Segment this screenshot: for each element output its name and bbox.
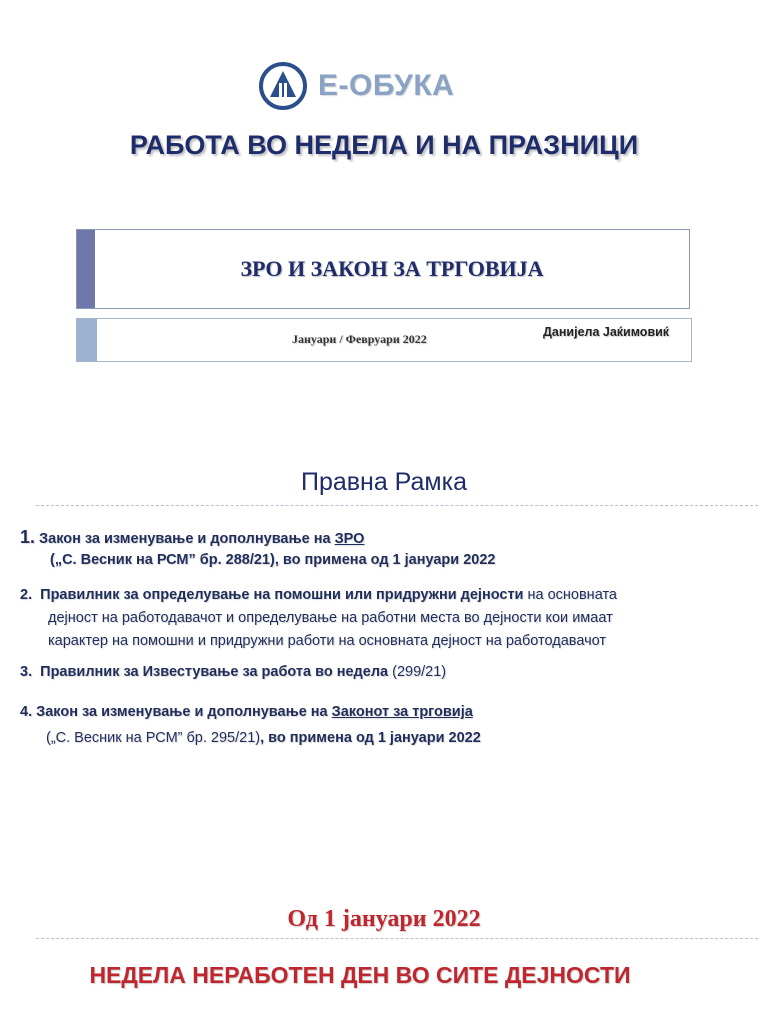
list-item (20, 584, 760, 653)
list-item (20, 661, 446, 684)
item-subtext-a: („С. Весник на РСМ” бр. 295/21) (46, 730, 261, 746)
accent-bar (77, 230, 95, 308)
item-number: 4. (20, 704, 33, 720)
date-label: Јануари / Февруари 2022 (292, 332, 427, 346)
item-number: 1. (20, 527, 36, 547)
item-number: 3. (20, 664, 33, 680)
item-link[interactable]: Законот за трговија (331, 704, 473, 720)
item-text: Закон за изменување и дополнување на (36, 704, 332, 720)
subtitle: ЗРО И ЗАКОН ЗА ТРГОВИЈА (240, 256, 544, 281)
logo-icon (258, 61, 308, 111)
logo-text: Е-ОБУКА (318, 69, 455, 102)
item-text: Правилник за Известување за работа во недела (40, 664, 389, 680)
author-label: Данијела Јаќимовиќ (543, 325, 670, 339)
item-text-rest: на основната (523, 587, 617, 603)
logo (258, 60, 454, 112)
subtitle-box (76, 229, 690, 309)
item-text: Правилник за определување на помошни или придружни дејности (40, 587, 524, 603)
item-line: карактер на помошни и придружни работи на основната дејност на работодавачот (48, 633, 607, 649)
accent-bar (77, 319, 97, 361)
item-number: 2. (20, 587, 33, 603)
item-subtext-b: , во примена од 1 јануари 2022 (260, 730, 481, 746)
list-item (20, 526, 364, 551)
footer-text: НЕДЕЛА НЕРАБОТЕН ДЕН ВО СИТЕ ДЕЈНОСТИ (89, 962, 631, 988)
item-link[interactable]: ЗРО (334, 531, 365, 547)
divider (36, 505, 758, 506)
list-item (20, 701, 473, 724)
item-text-rest: (299/21) (388, 664, 447, 680)
page-title: РАБОТА ВО НЕДЕЛА И НА ПРАЗНИЦИ (129, 130, 639, 160)
footer-date: Од 1 јануари 2022 (287, 906, 481, 932)
item-text: Закон за изменување и дополнување на (39, 531, 335, 547)
info-box (76, 318, 692, 362)
item-line: дејност на работодавачот и определување на работни места во дејности кои имаат (48, 610, 613, 626)
item-subtext (46, 727, 481, 750)
item-subtext: („С. Весник на РСМ” бр. 288/21), во примена од 1 јануари 2022 (50, 552, 496, 568)
section-title: Правна Рамка (300, 468, 468, 496)
divider (36, 938, 758, 939)
